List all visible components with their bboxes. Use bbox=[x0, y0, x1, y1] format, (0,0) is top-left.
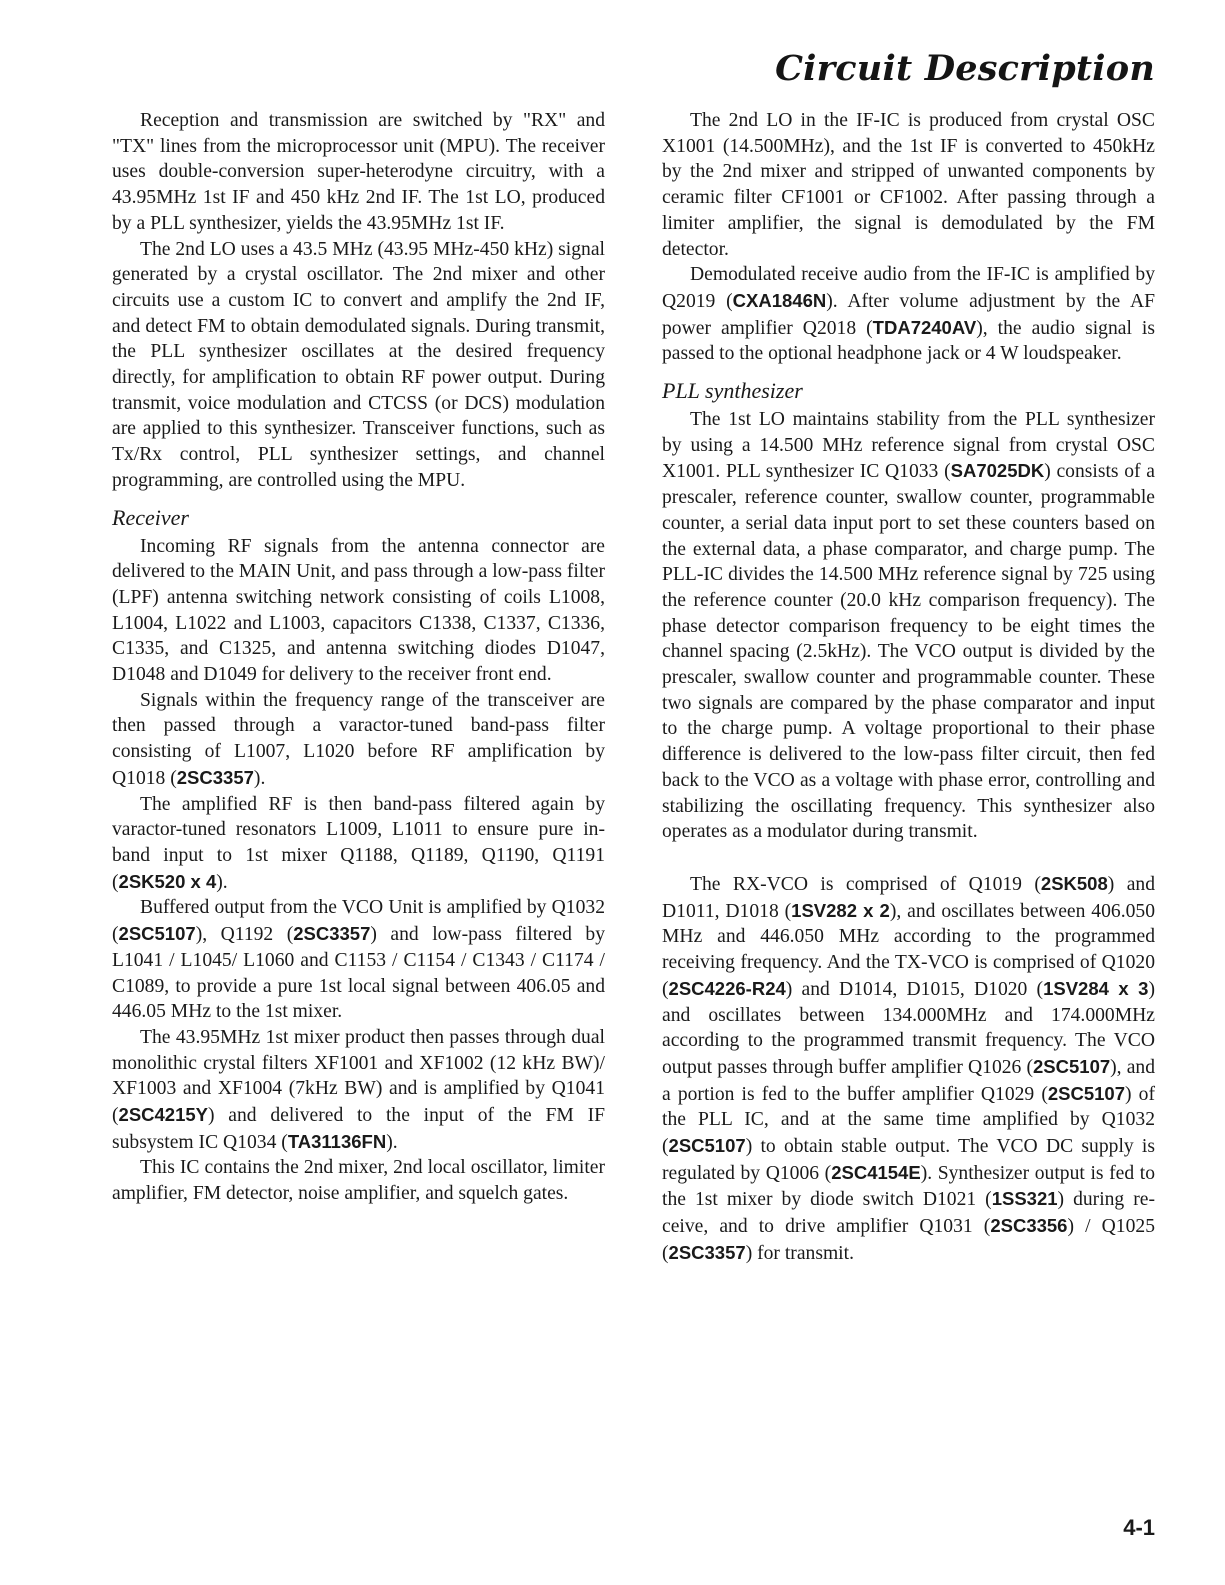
part-number: 1SV282 x 2 bbox=[791, 899, 890, 921]
paragraph-second-if: The 2nd LO in the IF-IC is produced from crystal OSC X1001 (14.500MHz), and the 1st IF is converted to 450kHz by the 2nd mixer and stripped of unwanted components by ceramic filter CF1001 or CF1002. After passing through a limiter amplifier, the signal is demodulated by the FM detector. bbox=[662, 110, 1155, 260]
part-number: 2SC4226-R24 bbox=[668, 977, 786, 999]
part-number: 1SV284 x 3 bbox=[1043, 977, 1149, 999]
page-title: Circuit Description bbox=[775, 48, 1155, 89]
right-column bbox=[662, 108, 1155, 1267]
part-number: 2SC5107 bbox=[668, 1135, 746, 1157]
part-number: 2SC4154E bbox=[831, 1161, 921, 1183]
paragraph-first-mixer: The amplified RF is then band-pass filtered again by varactor-tuned resonators L1009, L1011 to ensure pure in-band input to 1st mixer Q1188, Q1189, Q1190, Q1191 (2SK520 x 4). bbox=[112, 793, 605, 893]
paragraph-if-ic: This IC contains the 2nd mixer, 2nd local oscillator, limiter amplifier, FM detector, noise amplifier, and squelch gates. bbox=[112, 1157, 605, 1205]
section-heading-pll: PLL synthesizer bbox=[662, 378, 803, 404]
paragraph-crystal-filters: The 43.95MHz 1st mixer product then passes through dual monolithic crystal filters XF1001 and XF1002 (12 kHz BW)/ XF1003 and XF1004 (7kHz BW) and is amplified by Q1041 (2SC4215Y) and delivered to the input of the FM IF subsystem IC Q1034 (TA31136FN). bbox=[112, 1026, 605, 1153]
part-number: 2SK520 x 4 bbox=[118, 870, 217, 892]
part-number: SA7025DK bbox=[950, 460, 1045, 482]
left-column bbox=[112, 108, 605, 1207]
paragraph-rf-input: Incoming RF signals from the antenna connector are delivered to the MAIN Unit, and pass through a low-pass filter (LPF) antenna switching network consisting of coils L1008, L1004, L1022 and L1003, capacitors C1338, C1337, C1336, C1335, and C1325, and antenna switching diodes D1047, D1048 and D1049 for delivery to the receiver front end. bbox=[112, 535, 605, 686]
part-number: 2SC3357 bbox=[668, 1241, 746, 1263]
part-number: 1SS321 bbox=[991, 1188, 1058, 1210]
paragraph-overview: Reception and transmission are switched by "RX" and "TX" lines from the microprocessor unit (MPU). The receiver uses double-conversion super-heterodyne circuitry, with a 43.95MHz 1st IF and 450 kHz 2nd IF. The 1st LO, produced by a PLL synthesizer, yields the 43.95MHz 1st IF. bbox=[112, 110, 605, 234]
paragraph-vco: The RX-VCO is comprised of Q1019 (2SK508) and D1011, D1018 (1SV282 x 2), and oscillates between 406.050 MHz and 446.050 MHz according to the programmed receiving frequency. And the TX-VCO is comprised of Q1020 (2SC4226-R24) and D1014, D1015, D1020 (1SV284 x 3) and oscillates between 134.000MHz and 174.000MHz according to the programmed transmit frequency. The VCO output passes through buffer amplifier Q1026 (2SC5107), and a portion is fed to the buffer amplifier Q1029 (2SC5107) of the PLL IC, and at the same time amplified by Q1032 (2SC5107) to obtain stable output. The VCO DC supply is regulated by Q1006 (2SC4154E). Synthesizer output is fed to the 1st mixer by diode switch D1021 (1SS321) during receive, and to drive amplifier Q1031 (2SC3356) / Q1025 (2SC3357) for transmit. bbox=[662, 872, 1156, 1264]
page-number: 4-1 bbox=[1123, 1515, 1155, 1540]
paragraph-audio: Demodulated receive audio from the IF-IC is amplified by Q2019 (CXA1846N). After volume adjustment by the AF power amplifier Q2018 (TDA7240AV), the audio signal is passed to the optional headphone jack or 4 W loudspeaker. bbox=[662, 264, 1155, 365]
section-heading-receiver: Receiver bbox=[112, 504, 189, 530]
part-number: TA31136FN bbox=[287, 1130, 387, 1152]
part-number: 2SC3357 bbox=[176, 766, 254, 788]
paragraph-second-lo: The 2nd LO uses a 43.5 MHz (43.95 MHz-450 kHz) signal generated by a crystal oscillator. The 2nd mixer and other circuits use a custom IC to convert and amplify the 2nd IF, and detect FM to obtain demodulated signals. During transmit, the PLL synthesizer oscillates at the desired frequency directly, for amplification to obtain RF power output. During transmit, voice modulation and CTCSS (or DCS) modulation are applied to this synthesizer. Transceiver functions, such as Tx/Rx control, PLL synthesizer settings, and channel programming, are controlled using the MPU. bbox=[112, 238, 605, 491]
part-number: CXA1846N bbox=[732, 289, 827, 311]
paragraph-pll: The 1st LO maintains stability from the PLL synthesizer by using a 14.500 MHz reference signal from crystal OSC X1001. PLL synthesizer IC Q1033 (SA7025DK) consists of a prescaler, reference counter, swallow counter, programmable counter, a serial data input port to set these counters based on the external data, a phase comparator, and charge pump. The PLL-IC divides the 14.500 MHz reference signal by 725 using the reference counter (20.0 kHz comparison frequency). The phase detector comparison frequency to be eight times the channel spacing (2.5kHz). The VCO output is divided by the prescaler, swallow counter and programmable counter. These two signals are compared by the phase comparator and input to the charge pump. A voltage proportional to their phase difference is delivered to the low-pass filter circuit, then fed back to the VCO as a voltage with phase error, controlling and stabilizing the oscillating frequency. This synthesizer also operates as a modulator during transmit. bbox=[662, 409, 1156, 843]
part-number: 2SK508 bbox=[1040, 872, 1108, 894]
part-number: 2SC4215Y bbox=[118, 1104, 209, 1126]
part-number: TDA7240AV bbox=[872, 316, 977, 338]
paragraph-bandpass: Signals within the frequency range of the transceiver are then passed through a varactor-tuned band-pass filter consisting of L1007, L1020 before RF amplification by Q1018 (2SC3357). bbox=[112, 689, 605, 789]
part-number: 2SC5107 bbox=[118, 923, 196, 945]
part-number: 2SC5107 bbox=[1033, 1055, 1111, 1077]
paragraph-vco-buffer: Buffered output from the VCO Unit is amplified by Q1032 (2SC5107), Q1192 (2SC3357) and low-pass filtered by L1041 / L1045/ L1060 and C1153 / C1154 / C1343 / C1174 / C1089, to provide a pure 1st local signal between 406.05 and 446.05 MHz to the 1st mixer. bbox=[112, 897, 605, 1023]
part-number: 2SC3357 bbox=[293, 923, 371, 945]
part-number: 2SC5107 bbox=[1047, 1082, 1126, 1104]
part-number: 2SC3356 bbox=[990, 1215, 1068, 1237]
